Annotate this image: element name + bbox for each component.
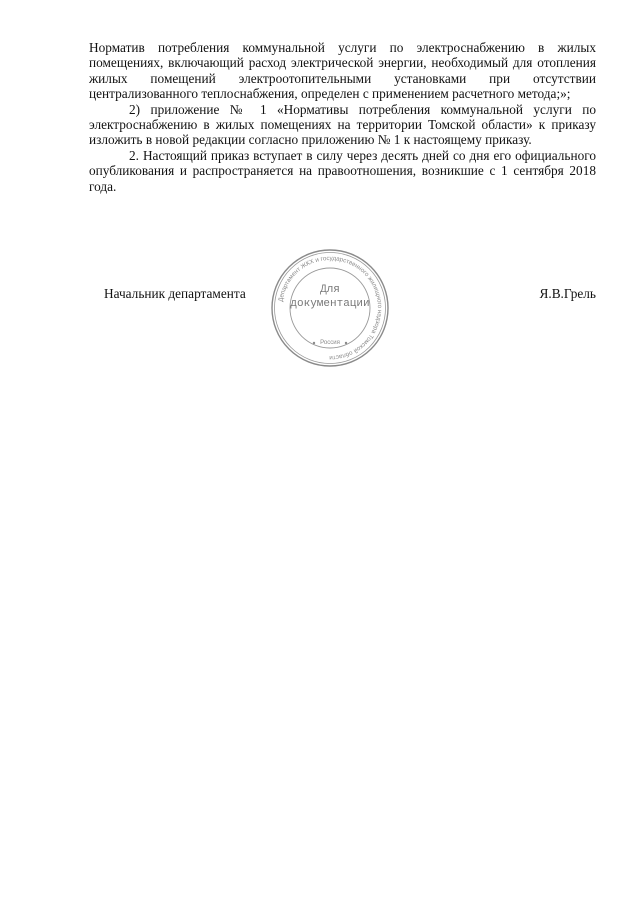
seal-center-line-1: Для <box>320 284 340 296</box>
seal-dot-right <box>345 342 347 344</box>
paragraph-appendix-1: 2) приложение № 1 «Нормативы потребления коммунальной услуги по электроснабжению в жилых помещениях на территории Томской области» к приказу изложить в новой редакции согласно приложению № 1 к настоящему приказу. <box>89 101 596 148</box>
document-body <box>89 40 596 194</box>
signatory-position: Начальник департамента <box>104 286 246 301</box>
seal-ring-text: Департамент ЖКХ и государственного жилищного надзора Томской области <box>277 254 384 362</box>
paragraph-effective-date: 2. Настоящий приказ вступает в силу через десять дней со дня его официального опубликования и распространяется на правоотношения, возникшие с 1 сентября 2018 года. <box>89 147 596 194</box>
official-seal <box>270 248 390 368</box>
seal-center-line-2: документации <box>290 298 370 310</box>
seal-bottom-text: Россия <box>320 340 340 346</box>
paragraph-norm-method: Норматив потребления коммунальной услуги по электроснабжению в жилых помещениях, включающий расход электрической энергии, необходимый для отопления жилых помещений электроотопительными установками при отсутствии централизованного теплоснабжения, определен с применением расчетного метода;»; <box>89 40 596 102</box>
seal-dot-left <box>313 342 315 344</box>
signatory-name: Я.В.Грель <box>539 286 596 301</box>
